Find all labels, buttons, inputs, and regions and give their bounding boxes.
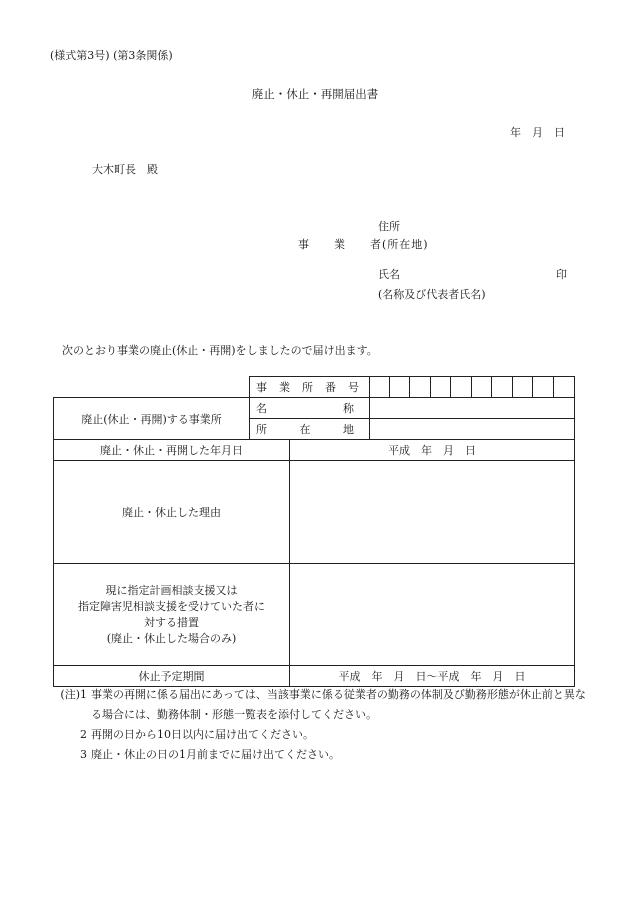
reason-field[interactable] <box>290 461 575 564</box>
notes <box>53 685 591 765</box>
note-item: 2 再開の日から10日以内に届け出てください。 <box>80 728 314 741</box>
office-number-digit[interactable] <box>513 377 533 398</box>
document-title: 廃止・休止・再開届出書 <box>251 87 379 101</box>
name-note: (名称及び代表者氏名) <box>378 288 486 301</box>
statement: 次のとおり事業の廃止(休止・再開)をしましたので届け出ます。 <box>62 344 378 357</box>
note-item: (注)1 事業の再開に係る届出にあっては、当該事業に係る従業者の勤務の体制及び勤務形態が休止前と異なる場合には、勤務体制・形態一覧表を添付してください。 <box>60 688 586 721</box>
office-number-digit[interactable] <box>390 377 410 398</box>
name-label: 氏名 <box>378 268 400 281</box>
note-item: 3 廃止・休止の日の1月前までに届け出てください。 <box>80 748 340 761</box>
office-number-digit[interactable] <box>472 377 492 398</box>
address-label: 住所 <box>378 220 400 233</box>
form-id: (様式第3号) (第3条関係) <box>50 49 173 62</box>
office-name-field[interactable] <box>370 398 575 419</box>
office-number-digit[interactable] <box>370 377 390 398</box>
submission-date: 年 月 日 <box>510 126 565 139</box>
office-number-digit[interactable] <box>492 377 513 398</box>
office-name-label: 名 称 <box>250 398 370 419</box>
office-label: 廃止(休止・再開)する事業所 <box>54 398 250 440</box>
suspension-period-label: 休止予定期間 <box>54 666 290 687</box>
blank-cell <box>54 377 250 398</box>
date-field[interactable]: 平成 年 月 日 <box>290 440 575 461</box>
addressee: 大木町長 殿 <box>92 163 158 176</box>
measures-label: 現に指定計画相談支援又は 指定障害児相談支援を受けていた者に 対する措置 (廃止・休止した場合のみ) <box>54 564 290 666</box>
office-location-label: 所 在 地 <box>250 419 370 440</box>
office-number-digit[interactable] <box>451 377 472 398</box>
office-number-label: 事 業 所 番 号 <box>250 377 370 398</box>
reason-label: 廃止・休止した理由 <box>54 461 290 564</box>
seal-mark: 印 <box>556 268 567 281</box>
office-number-digit[interactable] <box>554 377 575 398</box>
operator-label: 事 業 者(所在地) <box>298 238 429 251</box>
notification-table <box>53 376 575 687</box>
date-label: 廃止・休止・再開した年月日 <box>54 440 290 461</box>
office-number-digit[interactable] <box>410 377 431 398</box>
office-number-digit[interactable] <box>431 377 451 398</box>
suspension-period-field[interactable]: 平成 年 月 日～平成 年 月 日 <box>290 666 575 687</box>
office-number-digit[interactable] <box>533 377 554 398</box>
office-location-field[interactable] <box>370 419 575 440</box>
measures-field[interactable] <box>290 564 575 666</box>
